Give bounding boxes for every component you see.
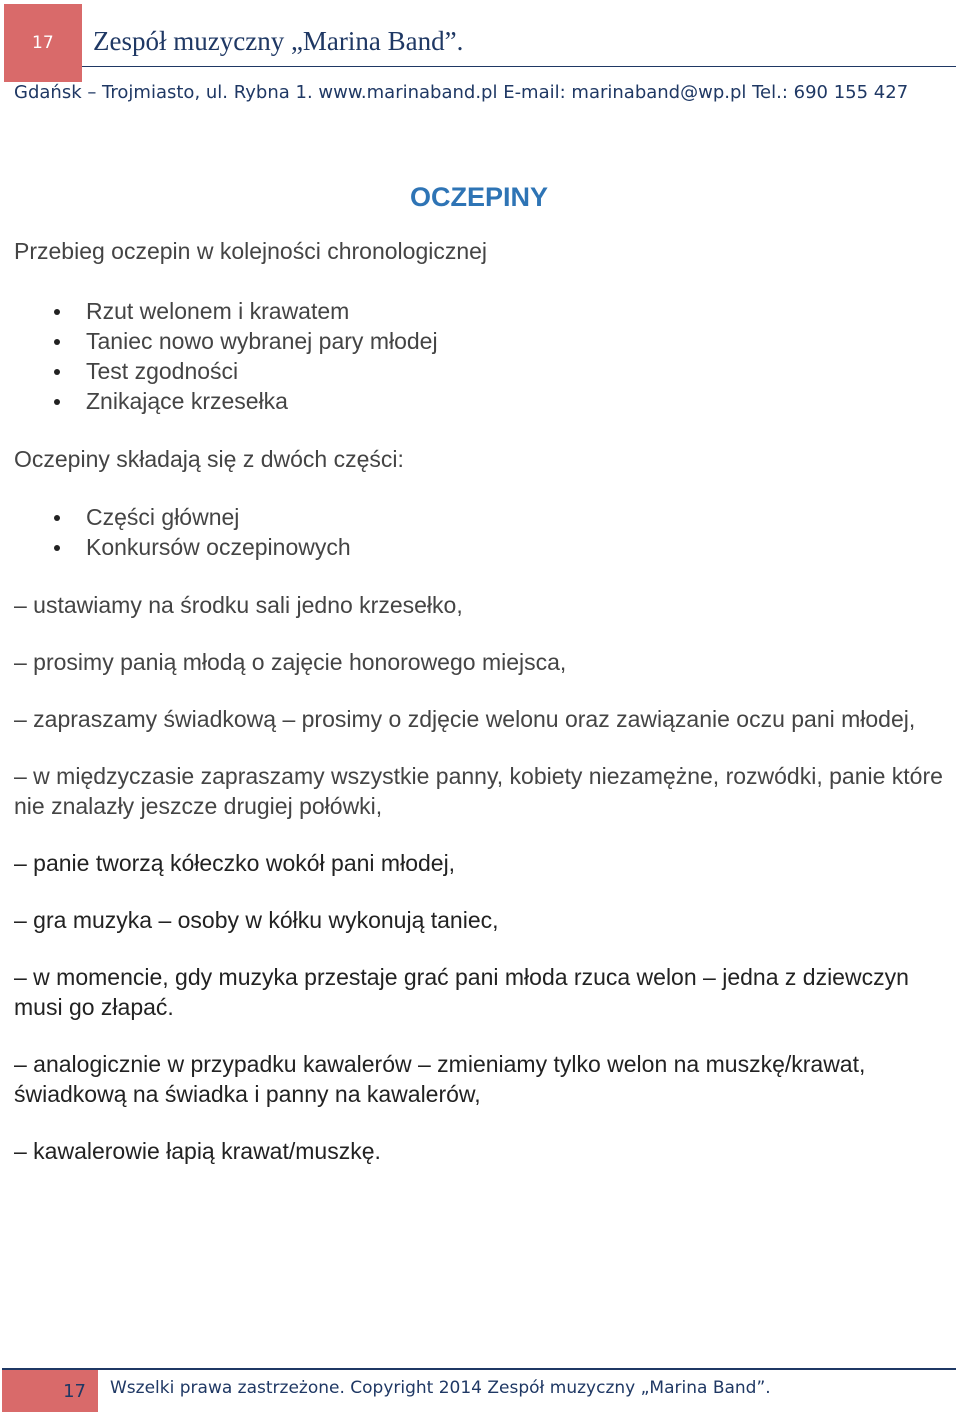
section-heading: Przebieg oczepin w kolejności chronologicznej (14, 238, 488, 264)
bullet-icon (54, 309, 60, 315)
step-paragraph: – kawalerowie łapią krawat/muszkę. (14, 1138, 381, 1164)
footer-divider (2, 1368, 956, 1370)
step-paragraph: – w międzyczasie zapraszamy wszystkie panny, kobiety niezamężne, rozwódki, panie które nie znalazły jeszcze drugiej połówki, (14, 763, 943, 819)
step-paragraph: – panie tworzą kółeczko wokół pani młodej, (14, 850, 456, 876)
list-item: Znikające krzesełka (14, 386, 944, 416)
step-paragraph: – gra muzyka – osoby w kółku wykonują taniec, (14, 907, 499, 933)
parts-list (14, 502, 944, 562)
bullet-icon (54, 339, 60, 345)
list-item: Części głównej (14, 502, 944, 532)
step-paragraph: – analogicznie w przypadku kawalerów – zmieniamy tylko welon na muszkę/krawat, świadkową na świadka i panny na kawalerów, (14, 1051, 866, 1107)
parts-intro: Oczepiny składają się z dwóch części: (14, 446, 404, 472)
bullet-icon (54, 399, 60, 405)
list-item: Test zgodności (14, 356, 944, 386)
step-paragraph: – prosimy panią młodą o zajęcie honorowego miejsca, (14, 649, 567, 675)
step-paragraph: – zapraszamy świadkową – prosimy o zdjęcie welonu oraz zawiązanie oczu pani młodej, (14, 706, 916, 732)
bullet-icon (54, 545, 60, 551)
list-item: Rzut welonem i krawatem (14, 296, 944, 326)
header-title: Zespół muzyczny „Marina Band”. (93, 26, 464, 56)
header-contact: Gdańsk – Trojmiasto, ul. Rybna 1. www.marinaband.pl E-mail: marinaband@wp.pl Tel.: 690 155 427 (14, 82, 909, 103)
header-page-number: 17 (32, 33, 54, 53)
program-list (14, 296, 944, 416)
step-paragraph: – ustawiamy na środku sali jedno krzesełko, (14, 592, 463, 618)
list-item: Konkursów oczepinowych (14, 532, 944, 562)
footer-page-number: 17 (63, 1380, 86, 1402)
list-item: Taniec nowo wybranej pary młodej (14, 326, 944, 356)
footer-copyright: Wszelki prawa zastrzeżone. Copyright 2014 Zespół muzyczny „Marina Band”. (110, 1378, 771, 1398)
header-divider (82, 66, 956, 67)
header-page-number-badge (4, 4, 82, 82)
step-paragraph: – w momencie, gdy muzyka przestaje grać pani młoda rzuca welon – jedna z dziewczyn musi go złapać. (14, 964, 909, 1020)
bullet-icon (54, 369, 60, 375)
footer-page-number-badge (2, 1370, 98, 1412)
bullet-icon (54, 515, 60, 521)
document-title: OCZEPINY (409, 182, 549, 212)
document-body (14, 180, 944, 1193)
